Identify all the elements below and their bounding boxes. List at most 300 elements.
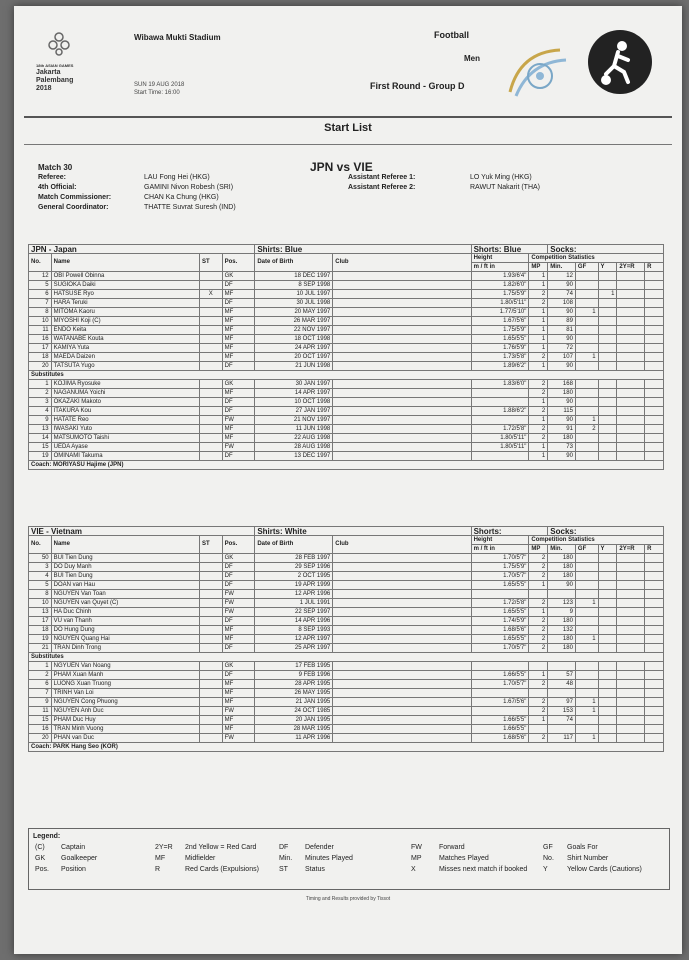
cell-y (598, 281, 617, 290)
cell-y (598, 317, 617, 326)
column-mp: MP (529, 263, 548, 272)
start-list-sheet (14, 6, 682, 954)
cell-height: 1.67/5'6" (471, 317, 529, 326)
cell-y (598, 299, 617, 308)
starter-row (29, 572, 664, 581)
cell-y2r (617, 599, 645, 608)
column-gf: GF (575, 263, 598, 272)
legend-desc: Yellow Cards (Cautions) (567, 866, 642, 873)
cell-mp: 2 (529, 572, 548, 581)
cell-dob: 24 APR 1997 (255, 344, 333, 353)
cell-min: 180 (548, 434, 576, 443)
page-header (14, 6, 682, 118)
cell-y (598, 662, 617, 671)
column-no: No. (29, 254, 52, 272)
ar1-label: Assistant Referee 1: (348, 174, 416, 181)
substitutes-label: Substitutes (29, 653, 664, 662)
cell-no: 15 (29, 443, 52, 452)
cell-gf (575, 317, 598, 326)
cell-no: 50 (29, 554, 52, 563)
socks-color: Socks: (548, 527, 664, 536)
starter-row (29, 608, 664, 617)
legend-desc: Forward (439, 844, 465, 851)
cell-y2r (617, 362, 645, 371)
cell-club (333, 716, 471, 725)
shorts-color: Shorts: Blue (471, 245, 548, 254)
cell-gf (575, 452, 598, 461)
cell-y2r (617, 353, 645, 362)
cell-height: 1.65/5'5" (471, 335, 529, 344)
cell-y2r (617, 671, 645, 680)
cell-r (645, 644, 664, 653)
cell-min: 132 (548, 626, 576, 635)
cell-pos: FW (222, 443, 255, 452)
cell-r (645, 452, 664, 461)
cell-name: HATSUSE Ryo (51, 290, 199, 299)
cell-pos: MF (222, 389, 255, 398)
cell-gf (575, 299, 598, 308)
cell-y2r (617, 425, 645, 434)
cell-mp: 2 (529, 617, 548, 626)
substitute-row (29, 671, 664, 680)
substitute-row (29, 680, 664, 689)
cell-r (645, 635, 664, 644)
shirts-color: Shirts: White (255, 527, 471, 536)
match-versus: JPN vs VIE (310, 160, 373, 174)
cell-no: 5 (29, 581, 52, 590)
games-emblem-icon (500, 42, 580, 104)
cell-y2r (617, 389, 645, 398)
cell-club (333, 344, 471, 353)
cell-st (200, 590, 223, 599)
cell-no: 19 (29, 635, 52, 644)
cell-min: 180 (548, 554, 576, 563)
cell-height: 1.65/5'5" (471, 608, 529, 617)
venue: Wibawa Mukti Stadium (134, 33, 221, 42)
cell-y (598, 416, 617, 425)
cell-club (333, 689, 471, 698)
cell-st: X (200, 290, 223, 299)
legend-desc: Goalkeeper (61, 855, 98, 862)
cell-gf (575, 389, 598, 398)
cell-dob: 21 JAN 1995 (255, 698, 333, 707)
cell-height: 1.75/5'9" (471, 563, 529, 572)
column-competition-stats: Competition Statistics (529, 254, 664, 263)
cell-st (200, 407, 223, 416)
referee-label: Referee: (38, 174, 67, 181)
cell-st (200, 362, 223, 371)
match-number: Match 30 (38, 163, 73, 172)
title-divider (24, 144, 672, 145)
asian-games-logo (36, 28, 96, 118)
cell-mp: 1 (529, 608, 548, 617)
cell-min: 91 (548, 425, 576, 434)
cell-r (645, 416, 664, 425)
starter-row (29, 317, 664, 326)
cell-pos: MF (222, 326, 255, 335)
column-header-row (29, 536, 664, 545)
cell-club (333, 662, 471, 671)
team-header-row (29, 245, 664, 254)
cell-y (598, 680, 617, 689)
cell-gf (575, 326, 598, 335)
cell-height: 1.70/5'7" (471, 644, 529, 653)
cell-y (598, 344, 617, 353)
cell-y2r (617, 563, 645, 572)
cell-name: NGUYEN van Quyet (C) (51, 599, 199, 608)
cell-no: 4 (29, 407, 52, 416)
column-header-row (29, 254, 664, 263)
cell-y (598, 389, 617, 398)
cell-club (333, 680, 471, 689)
cell-pos: MF (222, 725, 255, 734)
cell-club (333, 272, 471, 281)
team-table-vie (28, 526, 664, 752)
cell-r (645, 407, 664, 416)
cell-r (645, 707, 664, 716)
cell-no: 17 (29, 344, 52, 353)
cell-pos: MF (222, 290, 255, 299)
cell-r (645, 425, 664, 434)
starter-row (29, 626, 664, 635)
legend-abbr: (C) (35, 844, 45, 851)
starter-row (29, 326, 664, 335)
cell-name: PHAN van Duc (51, 734, 199, 743)
cell-height: 1.80/5'11" (471, 434, 529, 443)
cell-pos: DF (222, 581, 255, 590)
starter-row (29, 299, 664, 308)
cell-club (333, 425, 471, 434)
cell-dob: 18 OCT 1998 (255, 335, 333, 344)
cell-r (645, 662, 664, 671)
cell-y (598, 353, 617, 362)
cell-y (598, 599, 617, 608)
cell-st (200, 635, 223, 644)
cell-name: ENDO Keita (51, 326, 199, 335)
cell-no: 3 (29, 563, 52, 572)
cell-dob: 24 OCT 1985 (255, 707, 333, 716)
cell-mp: 2 (529, 644, 548, 653)
assistant-labels (348, 173, 415, 193)
cell-mp: 2 (529, 554, 548, 563)
cell-min: 74 (548, 290, 576, 299)
cell-y (598, 563, 617, 572)
event-gender: Men (464, 54, 480, 63)
cell-st (200, 281, 223, 290)
legend-abbr: Y (543, 866, 548, 873)
starter-row (29, 554, 664, 563)
cell-club (333, 572, 471, 581)
substitute-row (29, 398, 664, 407)
cell-mp: 2 (529, 698, 548, 707)
cell-height: 1.80/5'11" (471, 443, 529, 452)
cell-y (598, 626, 617, 635)
team-header-row (29, 527, 664, 536)
substitute-row (29, 707, 664, 716)
column-min: Min. (548, 545, 576, 554)
cell-no: 20 (29, 734, 52, 743)
cell-st (200, 380, 223, 389)
commissioner-label: Match Commissioner: (38, 194, 112, 201)
cell-st (200, 725, 223, 734)
cell-r (645, 671, 664, 680)
cell-mp: 2 (529, 626, 548, 635)
cell-min: 74 (548, 716, 576, 725)
cell-y2r (617, 572, 645, 581)
cell-st (200, 299, 223, 308)
cell-name: OMINAMI Takuma (51, 452, 199, 461)
substitute-row (29, 734, 664, 743)
cell-name: VU van Thanh (51, 617, 199, 626)
cell-mp: 1 (529, 272, 548, 281)
column-dob: Date of Birth (255, 536, 333, 554)
cell-height: 1.75/5'9" (471, 326, 529, 335)
cell-y (598, 308, 617, 317)
cell-y2r (617, 725, 645, 734)
legend-abbr: Min. (279, 855, 293, 862)
cell-r (645, 317, 664, 326)
cell-name: IWASAKI Yuto (51, 425, 199, 434)
cell-y (598, 434, 617, 443)
cell-gf: 1 (575, 308, 598, 317)
cell-r (645, 680, 664, 689)
cell-st (200, 563, 223, 572)
cell-min: 90 (548, 362, 576, 371)
cell-st (200, 599, 223, 608)
cell-r (645, 344, 664, 353)
column-competition-stats: Competition Statistics (529, 536, 664, 545)
cell-r (645, 389, 664, 398)
cell-pos: GK (222, 272, 255, 281)
cell-name: OBI Powell Obinna (51, 272, 199, 281)
legend-abbr: FW (411, 844, 422, 851)
cell-min (548, 689, 576, 698)
cell-mp: 2 (529, 425, 548, 434)
cell-no: 11 (29, 707, 52, 716)
cell-dob: 18 DEC 1997 (255, 272, 333, 281)
cell-pos: MF (222, 626, 255, 635)
cell-y2r (617, 317, 645, 326)
legend-box (28, 828, 670, 890)
cell-name: TRINH Van Loi (51, 689, 199, 698)
cell-y (598, 362, 617, 371)
cell-st (200, 416, 223, 425)
cell-gf (575, 380, 598, 389)
cell-min: 81 (548, 326, 576, 335)
cell-pos: MF (222, 434, 255, 443)
cell-dob: 26 MAY 1995 (255, 689, 333, 698)
cell-mp (529, 725, 548, 734)
cell-mp: 1 (529, 581, 548, 590)
legend-abbr: GK (35, 855, 46, 862)
cell-name: PHAM Xuan Manh (51, 671, 199, 680)
host-year: 2018 (36, 85, 52, 92)
cell-y2r (617, 734, 645, 743)
coach-name: Coach: PARK Hang Seo (KOR) (29, 743, 664, 752)
cell-y2r (617, 662, 645, 671)
cell-y2r (617, 272, 645, 281)
cell-dob: 22 NOV 1997 (255, 326, 333, 335)
starter-row (29, 362, 664, 371)
cell-pos: DF (222, 398, 255, 407)
column-height-units: m / ft in (471, 263, 529, 272)
cell-r (645, 617, 664, 626)
cell-height: 1.67/5'6" (471, 698, 529, 707)
cell-y2r (617, 716, 645, 725)
cell-no: 16 (29, 725, 52, 734)
ar1-name: LO Yuk Ming (HKG) (470, 174, 532, 181)
column-name: Name (51, 536, 199, 554)
cell-gf (575, 617, 598, 626)
cell-dob: 27 JAN 1997 (255, 407, 333, 416)
cell-name: OKAZAKI Makoto (51, 398, 199, 407)
cell-height: 1.93/6'4" (471, 272, 529, 281)
cell-pos: DF (222, 299, 255, 308)
coordinator-name: THATTE Suvrat Suresh (IND) (144, 204, 236, 211)
starter-row (29, 281, 664, 290)
cell-r (645, 554, 664, 563)
column-pos: Pos. (222, 254, 255, 272)
cell-pos: DF (222, 617, 255, 626)
cell-min: 180 (548, 617, 576, 626)
cell-no: 18 (29, 626, 52, 635)
cell-club (333, 398, 471, 407)
cell-st (200, 554, 223, 563)
cell-club (333, 299, 471, 308)
cell-y2r (617, 299, 645, 308)
legend-desc: Red Cards (Expulsions) (185, 866, 259, 873)
cell-min: 72 (548, 344, 576, 353)
team-name: JPN - Japan (29, 245, 255, 254)
cell-name: HA Duc Chinh (51, 608, 199, 617)
cell-no: 20 (29, 362, 52, 371)
cell-mp (529, 662, 548, 671)
shirts-color: Shirts: Blue (255, 245, 471, 254)
column-club: Club (333, 536, 471, 554)
cell-club (333, 362, 471, 371)
cell-y2r (617, 398, 645, 407)
legend-abbr: MP (411, 855, 422, 862)
football-pictogram (588, 30, 652, 94)
cell-min: 180 (548, 644, 576, 653)
cell-y2r (617, 590, 645, 599)
cell-y (598, 425, 617, 434)
cell-club (333, 635, 471, 644)
cell-no: 8 (29, 308, 52, 317)
cell-mp: 1 (529, 416, 548, 425)
cell-club (333, 380, 471, 389)
cell-pos: MF (222, 317, 255, 326)
cell-dob: 10 JUL 1997 (255, 290, 333, 299)
cell-mp: 2 (529, 599, 548, 608)
cell-r (645, 608, 664, 617)
cell-gf (575, 689, 598, 698)
cell-gf (575, 725, 598, 734)
cell-y (598, 398, 617, 407)
cell-y (598, 635, 617, 644)
cell-min: 57 (548, 671, 576, 680)
cell-dob: 26 MAR 1997 (255, 317, 333, 326)
cell-gf (575, 662, 598, 671)
cell-mp: 2 (529, 380, 548, 389)
cell-gf (575, 572, 598, 581)
cell-min: 180 (548, 389, 576, 398)
substitute-row (29, 425, 664, 434)
cell-club (333, 581, 471, 590)
cell-name: BUI Tien Dung (51, 554, 199, 563)
cell-gf (575, 671, 598, 680)
cell-y (598, 716, 617, 725)
cell-name: LUONG Xuan Truong (51, 680, 199, 689)
cell-r (645, 299, 664, 308)
cell-min (548, 725, 576, 734)
cell-y (598, 734, 617, 743)
cell-dob: 20 OCT 1997 (255, 353, 333, 362)
cell-st (200, 344, 223, 353)
starter-row (29, 308, 664, 317)
cell-r (645, 398, 664, 407)
cell-dob: 8 SEP 1998 (255, 281, 333, 290)
cell-no: 21 (29, 644, 52, 653)
cell-height: 1.65/5'5" (471, 635, 529, 644)
cell-name: TRAN Dinh Trong (51, 644, 199, 653)
substitute-row (29, 389, 664, 398)
cell-r (645, 626, 664, 635)
cell-y (598, 698, 617, 707)
cell-r (645, 572, 664, 581)
cell-club (333, 452, 471, 461)
cell-gf: 1 (575, 599, 598, 608)
cell-y (598, 581, 617, 590)
cell-dob: 2 OCT 1995 (255, 572, 333, 581)
cell-gf: 1 (575, 635, 598, 644)
cell-no: 4 (29, 572, 52, 581)
cell-height: 1.89/6'2" (471, 362, 529, 371)
substitute-row (29, 434, 664, 443)
cell-y (598, 689, 617, 698)
cell-pos: DF (222, 452, 255, 461)
legend-desc: Minutes Played (305, 855, 353, 862)
cell-club (333, 308, 471, 317)
legend-abbr: X (411, 866, 416, 873)
legend-abbr: ST (279, 866, 288, 873)
cell-min: 90 (548, 398, 576, 407)
cell-min: 123 (548, 599, 576, 608)
cell-y2r (617, 635, 645, 644)
column-r: R (645, 263, 664, 272)
cell-dob: 12 APR 1997 (255, 635, 333, 644)
cell-gf (575, 407, 598, 416)
cell-height: 1.70/5'7" (471, 554, 529, 563)
cell-no: 11 (29, 326, 52, 335)
cell-min: 48 (548, 680, 576, 689)
cell-gf: 1 (575, 734, 598, 743)
cell-name: PHAM Duc Huy (51, 716, 199, 725)
column-y2r: 2Y=R (617, 263, 645, 272)
flame-icon (44, 28, 74, 58)
cell-st (200, 443, 223, 452)
cell-club (333, 707, 471, 716)
cell-st (200, 626, 223, 635)
cell-y (598, 554, 617, 563)
football-player-icon (588, 30, 652, 94)
cell-dob: 28 AUG 1998 (255, 443, 333, 452)
substitute-row (29, 716, 664, 725)
start-time: Start Time: 16:00 (134, 90, 180, 96)
cell-pos: MF (222, 425, 255, 434)
cell-gf (575, 644, 598, 653)
cell-mp: 1 (529, 281, 548, 290)
